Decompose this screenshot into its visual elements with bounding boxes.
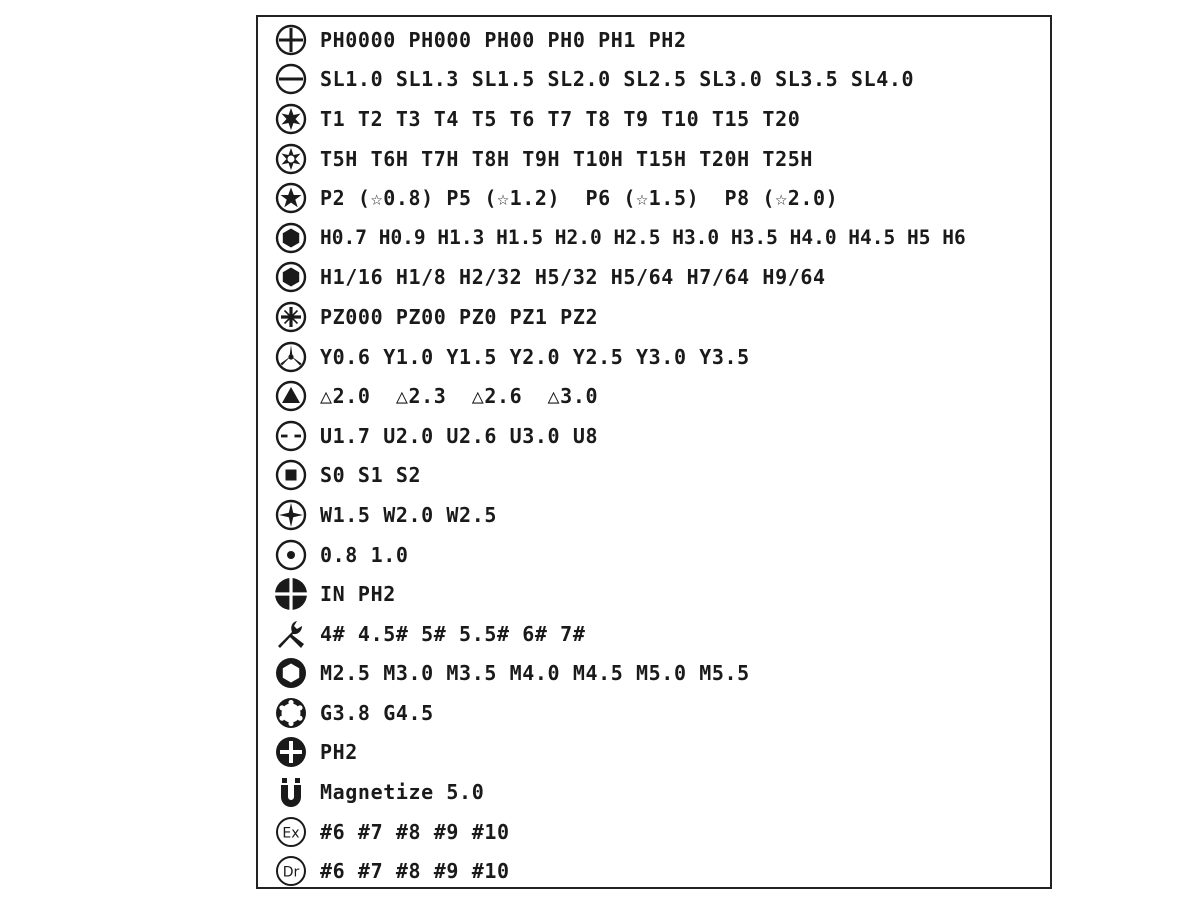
spec-row-torx-security — [274, 139, 1044, 179]
spec-row-pozidriv — [274, 297, 1044, 337]
spec-row-label: △2.0 △2.3 △2.6 △3.0 — [320, 384, 599, 409]
spec-row-label: H0.7 H0.9 H1.3 H1.5 H2.0 H2.5 H3.0 H3.5 H4.0 H4.5 H5 H6 — [320, 226, 966, 250]
spec-row-gear-socket — [274, 693, 1044, 733]
cross-w-icon — [274, 498, 308, 532]
spec-row-magnetize — [274, 772, 1044, 812]
spec-row-label: Y0.6 Y1.0 Y1.5 Y2.0 Y2.5 Y3.0 Y3.5 — [320, 344, 750, 369]
spec-row-label: PH0000 PH000 PH00 PH0 PH1 PH2 — [320, 27, 687, 52]
pozidriv-icon — [274, 300, 308, 334]
ex-icon-text: Ex — [282, 825, 300, 842]
spec-row-label: PH2 — [320, 740, 358, 765]
phillips-icon — [274, 23, 308, 57]
spec-row-label: W1.5 W2.0 W2.5 — [320, 502, 497, 527]
spec-row-ex — [274, 812, 1044, 852]
bit-spec-rows — [274, 20, 1044, 891]
spec-row-label: G3.8 G4.5 — [320, 700, 434, 725]
in-phillips-icon — [274, 577, 308, 611]
spec-row-label: SL1.0 SL1.3 SL1.5 SL2.0 SL2.5 SL3.0 SL3.5 SL4.0 — [320, 67, 915, 92]
dr-icon — [274, 854, 308, 888]
spec-row-phillips — [274, 20, 1044, 60]
tri-wing-icon — [274, 340, 308, 374]
pentalobe-icon — [274, 181, 308, 215]
ex-icon — [274, 815, 308, 849]
phillips-bold-icon — [274, 735, 308, 769]
spec-row-label: Magnetize 5.0 — [320, 780, 485, 805]
spec-row-label: P2 (☆0.8) P5 (☆1.2) P6 (☆1.5) P8 (☆2.0) — [320, 186, 839, 211]
spec-row-hex — [274, 218, 1044, 258]
spec-row-label: 0.8 1.0 — [320, 542, 409, 567]
hex-socket-icon — [274, 656, 308, 690]
spec-row-label: #6 #7 #8 #9 #10 — [320, 859, 510, 884]
spec-row-wrench — [274, 614, 1044, 654]
bit-spec-table — [256, 15, 1052, 889]
spec-row-label: 4# 4.5# 5# 5.5# 6# 7# — [320, 621, 586, 646]
spec-row-label: PZ000 PZ00 PZ0 PZ1 PZ2 — [320, 304, 599, 329]
spec-row-label: M2.5 M3.0 M3.5 M4.0 M4.5 M5.0 M5.5 — [320, 661, 750, 686]
spec-row-phillips-bold — [274, 733, 1044, 773]
spec-row-label: #6 #7 #8 #9 #10 — [320, 819, 510, 844]
spec-row-hex-inch — [274, 258, 1044, 298]
spec-row-tri-wing — [274, 337, 1044, 377]
spec-row-label: IN PH2 — [320, 582, 396, 607]
triangle-icon — [274, 379, 308, 413]
spec-row-label: S0 S1 S2 — [320, 463, 422, 488]
gear-socket-icon — [274, 696, 308, 730]
spec-row-label: U1.7 U2.0 U2.6 U3.0 U8 — [320, 423, 599, 448]
spec-row-pentalobe — [274, 178, 1044, 218]
hex-icon — [274, 221, 308, 255]
spec-row-hex-socket — [274, 654, 1044, 694]
wrench-icon — [274, 617, 308, 651]
u-shape-icon — [274, 419, 308, 453]
magnet-icon — [274, 775, 308, 809]
spec-row-label: H1/16 H1/8 H2/32 H5/32 H5/64 H7/64 H9/64 — [320, 265, 826, 290]
torx-icon — [274, 102, 308, 136]
hex-inch-icon — [274, 260, 308, 294]
spec-row-slotted — [274, 60, 1044, 100]
spec-row-label: T1 T2 T3 T4 T5 T6 T7 T8 T9 T10 T15 T20 — [320, 106, 801, 131]
spec-row-dr — [274, 851, 1044, 891]
square-icon — [274, 458, 308, 492]
spec-row-u-shape — [274, 416, 1044, 456]
spec-row-cross-w — [274, 495, 1044, 535]
spec-row-torx — [274, 99, 1044, 139]
spec-row-in-phillips — [274, 574, 1044, 614]
spec-row-pin — [274, 535, 1044, 575]
spec-row-label: T5H T6H T7H T8H T9H T10H T15H T20H T25H — [320, 146, 813, 171]
torx-security-icon — [274, 142, 308, 176]
spec-row-triangle — [274, 376, 1044, 416]
dr-icon-text: Dr — [282, 864, 300, 881]
pin-icon — [274, 538, 308, 572]
slotted-icon — [274, 62, 308, 96]
spec-row-square — [274, 456, 1044, 496]
